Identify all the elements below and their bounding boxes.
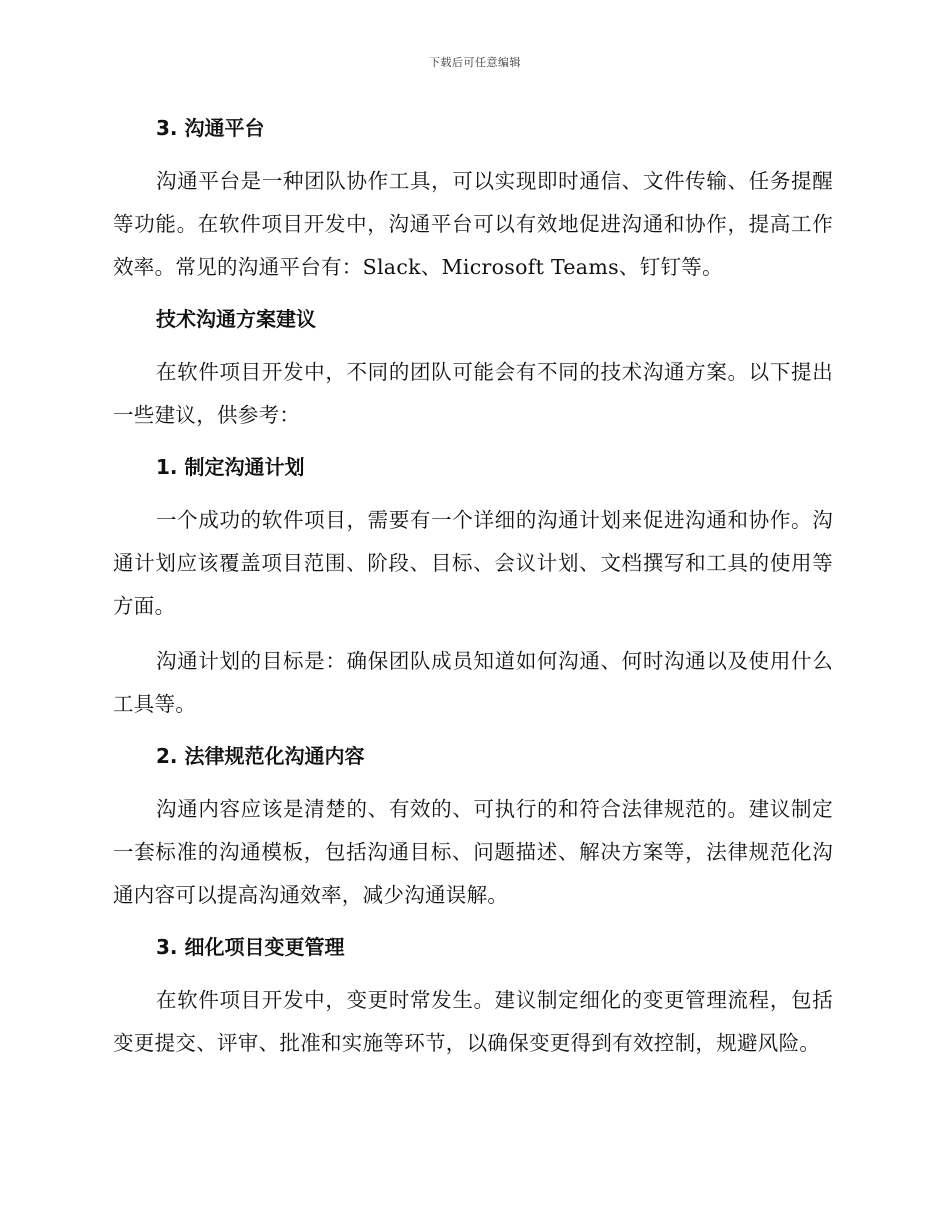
paragraph-communication-plan-goal: 沟通计划的目标是：确保团队成员知道如何沟通、何时沟通以及使用什么工具等。 <box>113 649 833 716</box>
section-heading-tech-communication-suggestions: 技术沟通方案建议 <box>156 307 316 331</box>
section-heading-change-management: 3. 细化项目变更管理 <box>156 935 345 959</box>
section-heading-standardize-content: 2. 法律规范化沟通内容 <box>156 744 365 768</box>
paragraph-change-management: 在软件项目开发中，变更时常发生。建议制定细化的变更管理流程，包括变更提交、评审、批准和实施等环节，以确保变更得到有效控制，规避风险。 <box>113 988 833 1055</box>
page-header: 下载后可任意编辑 <box>429 56 521 69</box>
paragraph-suggestions-intro: 在软件项目开发中，不同的团队可能会有不同的技术沟通方案。以下提出一些建议，供参考： <box>113 360 833 427</box>
paragraph-communication-platform: 沟通平台是一种团队协作工具，可以实现即时通信、文件传输、任务提醒等功能。在软件项目开发中，沟通平台可以有效地促进沟通和协作，提高工作效率。常见的沟通平台有：Slack、Microsoft Teams、钉钉等。 <box>113 169 833 279</box>
paragraph-standardize-content: 沟通内容应该是清楚的、有效的、可执行的和符合法律规范的。建议制定一套标准的沟通模板，包括沟通目标、问题描述、解决方案等，法律规范化沟通内容可以提高沟通效率，减少沟通误解。 <box>113 797 833 907</box>
section-heading-communication-platform: 3. 沟通平台 <box>156 116 265 140</box>
document-body <box>113 110 833 1077</box>
paragraph-communication-plan: 一个成功的软件项目，需要有一个详细的沟通计划来促进沟通和协作。沟通计划应该覆盖项目范围、阶段、目标、会议计划、文档撰写和工具的使用等方面。 <box>113 508 833 618</box>
section-heading-communication-plan: 1. 制定沟通计划 <box>156 455 305 479</box>
